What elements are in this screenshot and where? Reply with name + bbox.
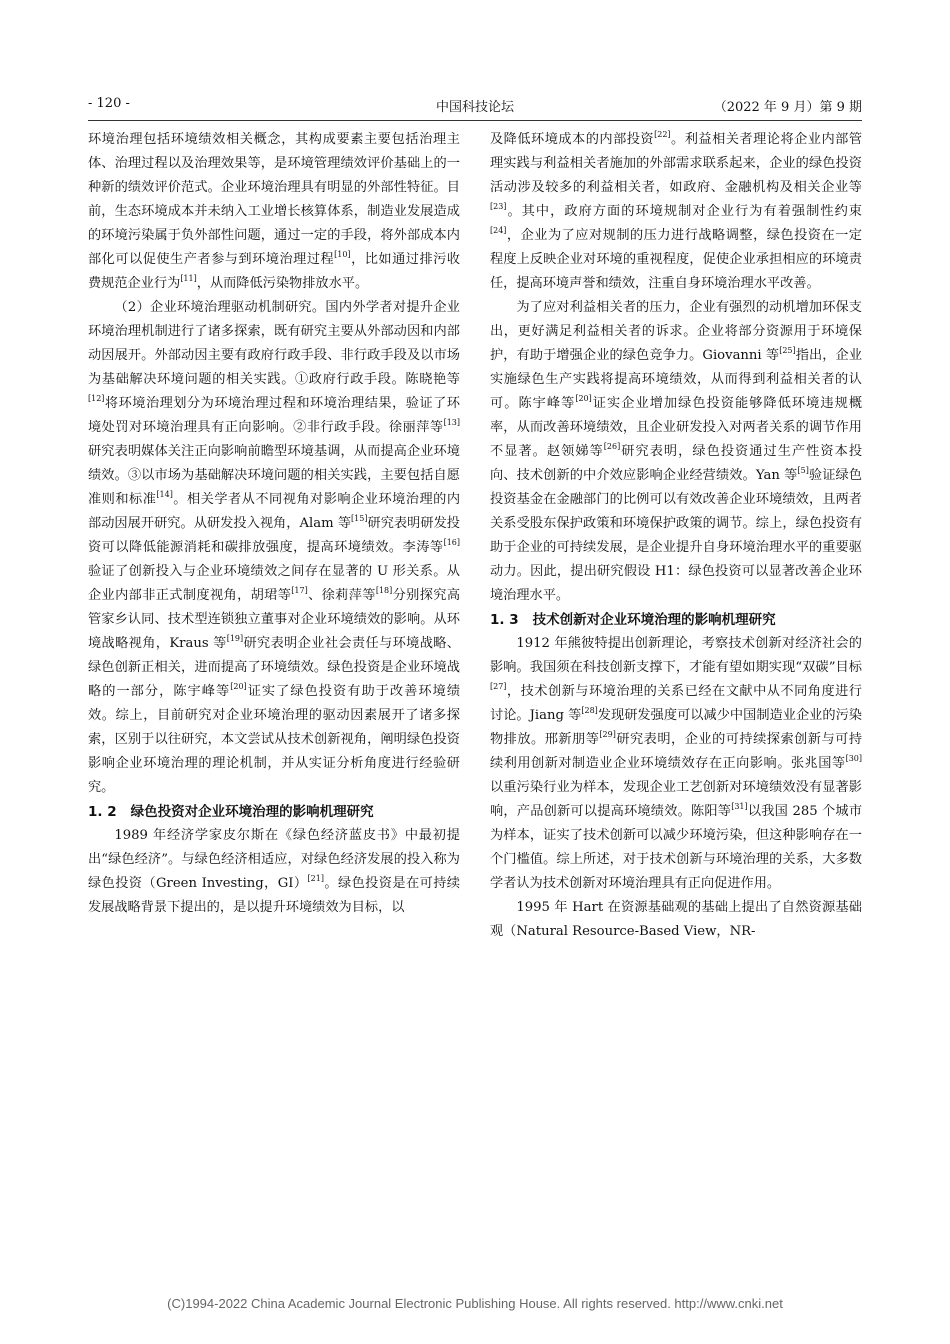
citation[interactable]: [28] — [581, 706, 598, 715]
citation[interactable]: [15] — [351, 514, 368, 523]
citation[interactable]: [10] — [334, 250, 351, 259]
section-heading-1-3: 1. 3 技术创新对企业环境治理的影响机理研究 — [490, 612, 776, 628]
paragraph: 环境治理包括环境绩效相关概念，其构成要素主要包括治理主体、治理过程以及治理效果等，是环境管理绩效评价基础上的一种新的绩效评价范式。企业环境治理具有明显的外部性特征。目前，生态环境成本并未纳入工业增长核算体系，制造业发展造成的环境污染属于负外部性问题，通过一定的手段，将外部成本内部化可以促使生产者参与到环境治理过程[10]，比如通过排污收费规范企业行为[11]，从而降低污染物排放水平。 — [88, 132, 461, 291]
citation[interactable]: [11] — [180, 274, 197, 283]
citation[interactable]: [31] — [731, 802, 748, 811]
citation[interactable]: [23] — [490, 202, 507, 211]
paragraph: （2）企业环境治理驱动机制研究。国内外学者对提升企业环境治理机制进行了诸多探索，既有研究主要从外部动因和内部动因展开。外部动因主要有政府行政手段、非行政手段及以市场为基础解决环境问题的相关实践。①政府行政手段。陈晓艳等[12]将环境治理划分为环境治理过程和环境治理结果，验证了环境处罚对环境治理具有正向影响。②非行政手段。徐丽萍等[13]研究表明媒体关注正向影响前瞻型环境基调，从而提高企业环境绩效。③以市场为基础解决环境问题的相关实践，主要包括自愿准则和标准[14]。相关学者从不同视角对影响企业环境治理的内部动因展开研究。从研发投入视角，Alam 等[15]研究表明研发投资可以降低能源消耗和碳排放强度，提高环境绩效。李涛等[16]验证了创新投入与企业环境绩效之间存在显著的 U 形关系。从企业内部非正式制度视角，胡珺等[17]、徐莉萍等[18]分别探究高管家乡认同、技术型连锁独立董事对企业环境绩效的影响。从环境战略视角，Kraus 等[19]研究表明企业社会责任与环境战略、绿色创新正相关，进而提高了环境绩效。绿色投资是企业环境战略的一部分，陈宇峰等[20]证实了绿色投资有助于改善环境绩效。综上，目前研究对企业环境治理的驱动因素展开了诸多探索，区别于以往研究，本文尝试从技术创新视角，阐明绿色投资影响企业环境治理的理论机制，并从实证分析角度进行经验研究。 — [88, 300, 461, 795]
citation[interactable]: [16] — [443, 538, 460, 547]
copyright-footer: (C)1994-2022 China Academic Journal Electronic Publishing House. All rights reserved. http://www.cnki.net — [167, 1296, 783, 1311]
citation[interactable]: [18] — [375, 586, 393, 595]
paragraph: 及降低环境成本的内部投资[22]。利益相关者理论将企业内部管理实践与利益相关者施加的外部需求联系起来，企业的绿色投资活动涉及较多的利益相关者，如政府、金融机构及相关企业等[23]。其中，政府方面的环境规制对企业行为有着强制性约束[24]，企业为了应对规制的压力进行战略调整，绿色投资在一定程度上反映企业对环境的重视程度，促使企业承担相应的环境责任，提高环境声誉和绩效，注重自身环境治理水平改善。 — [490, 130, 863, 291]
citation[interactable]: [24] — [490, 226, 507, 235]
citation[interactable]: [5] — [797, 466, 809, 475]
citation[interactable]: [20] — [230, 682, 247, 691]
citation[interactable]: [29] — [599, 730, 616, 739]
paragraph: 1989 年经济学家皮尔斯在《绿色经济蓝皮书》中最初提出“绿色经济”。与绿色经济相适应，对绿色经济发展的投入称为绿色投资（Green Investing，GI）[21]。绿色投资是在可持续发展战略背景下提出的，是以提升环境绩效为目标，以 — [88, 828, 460, 915]
issue-info: （2022 年 9 月）第 9 期 — [713, 100, 862, 115]
section-heading-1-2: 1. 2 绿色投资对企业环境治理的影响机理研究 — [88, 804, 374, 820]
citation[interactable]: [20] — [575, 394, 592, 403]
paragraph: 1995 年 Hart 在资源基础观的基础上提出了自然资源基础观（Natural Resource-Based View，NR- — [490, 900, 862, 939]
paragraph: 1912 年熊彼特提出创新理论，考察技术创新对经济社会的影响。我国须在科技创新支撑下，才能有望如期实现“双碳”目标[27]，技术创新与环境治理的关系已经在文献中从不同角度进行讨论。Jiang 等[28]发现研发强度可以减少中国制造业企业的污染物排放。邢新朋等[29]研究表明，企业的可持续探索创新与可持续利用创新对制造业企业环境绩效存在正向影响。张兆国等[30]以重污染行业为样本，发现企业工艺创新对环境绩效没有显著影响，产品创新可以提高环境绩效。陈阳等[31]以我国 285 个城市为样本，证实了技术创新可以减少环境污染，但这种影响存在一个门槛值。综上所述，对于技术创新与环境治理的关系，大多数学者认为技术创新对环境治理具有正向促进作用。 — [490, 636, 863, 891]
citation[interactable]: [26] — [603, 442, 621, 451]
running-header — [88, 92, 862, 121]
journal-name: 中国科技论坛 — [435, 100, 514, 115]
page-number: - 120 - — [88, 96, 130, 111]
citation[interactable]: [22] — [654, 130, 671, 139]
right-column — [490, 128, 862, 944]
citation[interactable]: [17] — [291, 586, 308, 595]
citation[interactable]: [14] — [156, 490, 173, 499]
citation[interactable]: [13] — [443, 418, 460, 427]
citation[interactable]: [25] — [779, 346, 796, 355]
citation[interactable]: [30] — [845, 754, 862, 763]
citation[interactable]: [21] — [307, 874, 324, 883]
paragraph: 为了应对利益相关者的压力，企业有强烈的动机增加环保支出，更好满足利益相关者的诉求。企业将部分资源用于环境保护，有助于增强企业的绿色竞争力。Giovanni 等[25]指出，企业实施绿色生产实践将提高环境绩效，从而得到利益相关者的认可。陈宇峰等[20]证实企业增加绿色投资能够降低环境违规概率，从而改善环境绩效，且企业研发投入对两者关系的调节作用不显著。赵领娣等[26]研究表明，绿色投资通过生产性资本投向、技术创新的中介效应影响企业经营绩效。Yan 等[5]验证绿色投资基金在金融部门的比例可以有效改善企业环境绩效，且两者关系受股东保护政策和环境保护政策的调节。综上，绿色投资有助于企业的可持续发展，是企业提升自身环境治理水平的重要驱动力。因此，提出研究假设 H1：绿色投资可以显著改善企业环境治理水平。 — [490, 300, 863, 603]
left-column — [88, 128, 460, 920]
citation[interactable]: [19] — [226, 634, 244, 643]
citation[interactable]: [12] — [88, 394, 105, 403]
citation[interactable]: [27] — [490, 682, 507, 691]
